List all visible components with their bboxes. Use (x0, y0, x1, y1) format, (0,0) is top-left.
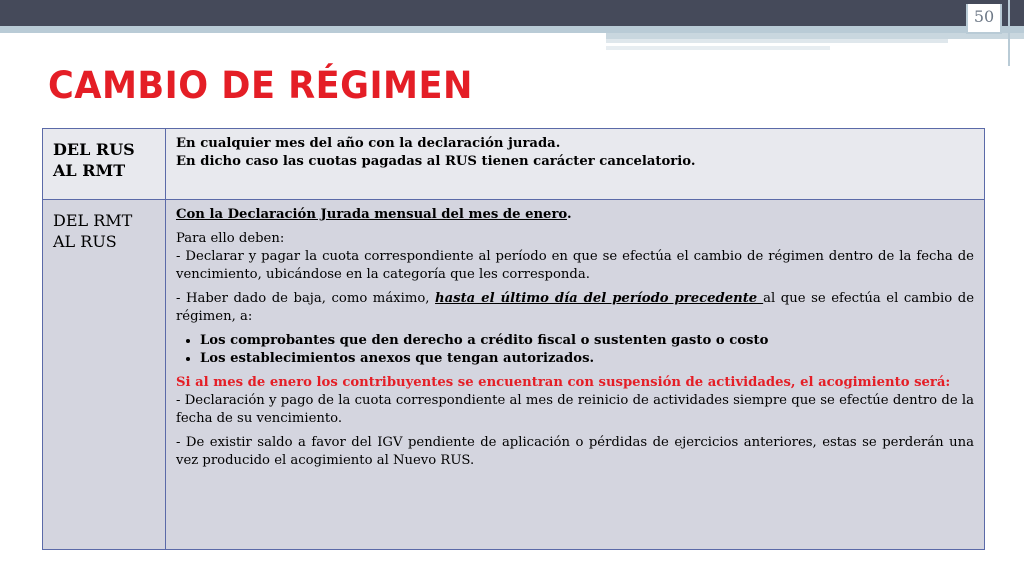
label-line: DEL RUS (53, 140, 135, 159)
heading-text: Con la Declaración Jurada mensual del mes de enero (176, 207, 567, 222)
label-line: AL RMT (53, 161, 126, 180)
paragraph (176, 290, 974, 326)
decor-stripe (0, 26, 1024, 33)
heading-period: . (566, 207, 572, 222)
table-row (43, 129, 985, 200)
slide-title: CAMBIO DE RÉGIMEN (48, 64, 473, 107)
warning-text: Si al mes de enero los contribuyentes se encuentran con suspensión de actividades, el acogimiento será: (176, 375, 951, 390)
list-item: • Los establecimientos anexos que tengan autorizados. (200, 350, 974, 368)
content-line: En dicho caso las cuotas pagadas al RUS tienen carácter cancelatorio. (176, 154, 696, 169)
label-line: AL RUS (53, 232, 117, 251)
paragraph: - Declaración y pago de la cuota correspondiente al mes de reinicio de actividades siempre que se efectúe dentro de la fecha de su vencimiento. (176, 393, 974, 426)
row-content (166, 200, 985, 550)
decor-vertical-line (1008, 0, 1010, 66)
list-item: • Los comprobantes que den derecho a crédito fiscal o sustenten gasto o costo (200, 332, 974, 350)
text-run: - Haber dado de baja, como máximo, (176, 291, 436, 306)
decor-stripe (606, 39, 948, 43)
emphasis-text: hasta el último día del período precedente (435, 291, 764, 306)
row-label (43, 200, 166, 550)
paragraph: Para ello deben: (176, 231, 285, 246)
paragraph: - De existir saldo a favor del IGV pendiente de aplicación o pérdidas de ejercicios anteriores, estas se perderán una vez producido el acogimiento al Nuevo RUS. (176, 435, 974, 468)
regime-table (42, 128, 985, 550)
content-line: En cualquier mes del año con la declaración jurada. (176, 136, 561, 151)
page-number: 50 (966, 4, 1002, 34)
bullet-list (176, 332, 974, 368)
section-heading (176, 206, 974, 224)
table-row (43, 200, 985, 550)
label-line: DEL RMT (53, 211, 133, 230)
top-bar (0, 0, 1024, 26)
paragraph: - Declarar y pagar la cuota correspondiente al período en que se efectúa el cambio de régimen dentro de la fecha de vencimiento, ubicándose en la categoría que les corresponda. (176, 249, 974, 282)
row-content (166, 129, 985, 200)
decor-stripe (606, 46, 830, 50)
text-run: al que se efectúa el cambio de régimen, a: (176, 291, 974, 324)
row-label (43, 129, 166, 200)
